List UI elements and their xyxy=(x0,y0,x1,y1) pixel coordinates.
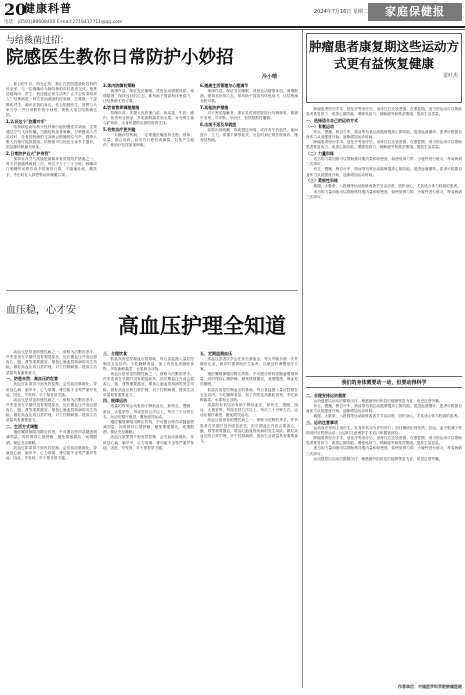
article1-paragraph: 一旦确诊结核病，一定要遵医嘱坚持全程、规律、足量、联合用药，切勿自行停药或减量，以免产生耐药，使治疗变得更加困难。 xyxy=(103,132,194,148)
article3-paragraph: 瑜伽、太极拳、八段锦等运动能够改善关节活动度，放松身心，尤其适合体力较弱的患者。 xyxy=(313,414,461,419)
article2-subhead: 二、生活方式调整 xyxy=(6,424,38,430)
article3-paragraph: 肿瘤患者经历手术、放化疗等治疗后，身体往往比较虚弱。在康复期，适当的运动可以帮助患者恢复体力、改善心肺功能、增强免疫力、缓解疲劳和焦虑情绪，提高生活质量。 xyxy=(306,140,462,150)
editor-contact: 电话：(0591)88608400 E-mail:2719417711@qq.com xyxy=(4,20,123,25)
article1-subhead: 7.其他防护措施 xyxy=(200,104,229,110)
column-divider xyxy=(302,30,303,688)
article3-subhead: 一、选择适合自己的运动方式 xyxy=(306,117,358,123)
issue-date: 2024年7月16日 星期二 xyxy=(314,9,368,15)
article3-lower-text xyxy=(306,392,462,682)
article1-paragraph: 如果出现咳嗽、咳痰超过两周，或伴有午后低热、夜间盗汗、乏力、体重下降等症状，应及时到正规医院就诊，排查结核病。 xyxy=(200,127,298,142)
article3-paragraph: 肿瘤患者经历手术、放化疗等治疗后，身体往往比较虚弱。在康复期，适当的运动可以帮助患者恢复体力、改善心肺功能、增强免疫力、缓解疲劳和焦虑情绪，提高生活质量。 xyxy=(306,107,462,117)
article1-paragraph: 对于密切接触者，建议及时到医院进行结核筛查，做到早发现、早诊断、早治疗，有效阻断传播链。 xyxy=(200,110,298,120)
article3-paragraph: 快走、慢跑、骑自行车、游泳等有氧运动能够提高心肺功能，促进血液循环。患者可根据自身体力从低强度开始，逐渐增加运动时间。 xyxy=(306,403,462,413)
article2-paragraph: 适量的有氧运动有助于降低血压，如快走、慢跑、游泳、太极拳等，每周坚持五次以上，每次三十分钟左右。运动应循序渐进，避免剧烈运动。 xyxy=(200,403,298,418)
article3-author-unit: 作者单位：中国医学科学院肿瘤医院 xyxy=(398,684,462,689)
article3-paragraph: 适当的力量训练可以帮助维持肌肉量和骨密度，如使用弹力带、小哑铃进行练习，每周两到三次即可。 xyxy=(306,446,462,456)
article2-column-2 xyxy=(103,350,194,685)
article2-paragraph: 高血压患者应学会在家自测血压，每天早晚各测一次并做好记录，就诊时提供给医生参考，以便及时调整治疗方案。 xyxy=(200,356,298,371)
article2-kicker: 血压稳，心才安 xyxy=(6,305,76,316)
article2-paragraph: 遵医嘱规律服用降压药物，不可擅自停药或随意增减剂量，同时保持心情舒畅，避免情绪激动，戒烟限酒，保证充足睡眠。 xyxy=(103,419,194,435)
article2-column-1 xyxy=(6,350,97,685)
article2-paragraph: 高血压是常见的慢性病之一，被称为沉默的杀手。许多患者在早期并没有明显症状，但长期血压升高会损害心、脑、肾等重要器官，增加心脑血管疾病的发生风险。做好高血压的日常护理，对于控制病情、提高生活质量具有重要意义。 xyxy=(200,418,298,444)
article2-paragraph: 低盐饮食是控制血压的基础，每日食盐摄入量应控制在五克以内。少吃腌制食品、加工肉类及高脂肪食物，多吃新鲜蔬菜、水果和全谷物。 xyxy=(200,387,298,402)
article2-subhead: 四、规律运动 xyxy=(103,398,127,404)
article3-headline: 肿瘤患者康复期这些运动方式更有益恢复健康 xyxy=(308,39,459,71)
article1-subhead: 1.认识这个"狡猾对手" xyxy=(6,118,47,124)
article2-paragraph: 遵医嘱规律服用降压药物，不可擅自停药或随意增减剂量，同时保持心情舒畅，避免情绪激动，戒烟限酒，保证充足睡眠。 xyxy=(6,430,97,445)
article3-paragraph: 快走、慢跑、骑自行车、游泳等有氧运动能够提高心肺功能，促进血液循环。患者可根据自身体力从低强度开始，逐渐增加运动时间。 xyxy=(306,167,462,177)
article2-headline: 高血压护理全知道 xyxy=(118,313,286,338)
article2-subhead: 五、定期监测血压 xyxy=(200,350,232,356)
article1-subhead: 3.体内防御有策略 xyxy=(103,82,136,88)
article3-byline: 雷叶杰 xyxy=(442,73,458,79)
article-separator xyxy=(6,290,298,291)
section-tag: 家庭保健报 xyxy=(368,3,462,21)
article2-paragraph: 高血压是常见的慢性病之一，被称为沉默的杀手。许多患者在早期并没有明显症状，但长期血压升高会损害心、脑、肾等重要器官，增加心脑血管疾病的发生风险。做好高血压的日常护理，对于控制病情、提高生活质量具有重要意义。 xyxy=(6,350,97,375)
article1-paragraph: 均衡饮食，多摄入优质蛋白质，如鸡蛋、牛奶、瘦肉、鱼类和豆制品，多吃新鲜蔬菜和水果，补充维生素与矿物质，为身体提供足够的营养支持。 xyxy=(103,110,194,125)
header-rule-thin xyxy=(0,29,465,30)
article2-paragraph: 遵医嘱规律服用降压药物，不可擅自停药或随意增减剂量，同时保持心情舒畅，避免情绪激动，戒烟限酒，保证充足睡眠。 xyxy=(200,372,298,387)
article3-subhead: （一）有氧运动 xyxy=(306,123,334,129)
article3-paragraph: 适当的力量训练可以帮助维持肌肉量和骨密度，如使用弹力带、小哑铃进行练习，每周两到三次即可。 xyxy=(306,157,462,167)
article2-paragraph: 高血压如果得不到有效控制，会引起动脉硬化，导致冠心病、脑卒中、心力衰竭、肾功能不全等严重并发症。因此，早发现、早干预非常关键。 xyxy=(6,382,97,397)
article2-subhead: 三、合理饮食 xyxy=(103,350,127,356)
article3-paragraph: 肿瘤患者经历手术、放化疗等治疗后，身体往往比较虚弱。在康复期，适当的运动可以帮助患者恢复体力、改善心肺功能、增强免疫力、缓解疲劳和焦虑情绪，提高生活质量。 xyxy=(306,436,462,446)
article3-subhead: 二、合理安排运动强度 xyxy=(306,392,346,398)
article3-headline-box xyxy=(306,33,462,103)
article1-byline: 冷小晴 xyxy=(262,74,278,80)
article3-paragraph: 快走、慢跑、骑自行车、游泳等有氧运动能够提高心肺功能，促进血液循环。患者可根据自身体力从低强度开始，逐渐增加运动时间。 xyxy=(306,129,462,140)
article3-paragraph: 运动强度以运动后微微出汗、稍感疲劳但休息后能够恢复为宜，切忌过度劳累。 xyxy=(313,398,443,403)
article2-paragraph: 高血压是常见的慢性病之一，被称为沉默的杀手。许多患者在早期并没有明显症状，但长期血压升高会损害心、脑、肾等重要器官，增加心脑血管疾病的发生风险。做好高血压的日常护理，对于控制病情、提高生活质量具有重要意义。 xyxy=(103,372,194,397)
article3-subhead: （二）力量训练 xyxy=(306,151,334,157)
article2-paragraph: 高血压是常见的慢性病之一，被称为沉默的杀手。许多患者在早期并没有明显症状，但长期血压升高会损害心、脑、肾等重要器官，增加心脑血管疾病的发生风险。做好高血压的日常护理，对于控制病情、提高生活质量具有重要意义。 xyxy=(6,397,97,423)
article1-subhead: 6.提高生活管理与心理调节 xyxy=(200,82,249,88)
article1-paragraph: 夏日的午后，阳光正热，我正在医院感染防控科的诊室里，与一位刚确诊为肺结核的年轻患者交谈。他焦虑地询问：医生，我还能正常生活吗？会不会传染给家人？结核病是一种古老而顽固的传染病，它就像一个狡猾的对手，潜伏在我们身边。作为院感医生，我想与大家分享一些日常防护的小妙招，帮助大家与结核菌过招。 xyxy=(6,82,97,117)
section-title: 健康科普 xyxy=(24,2,72,15)
article1-column-2 xyxy=(103,82,194,287)
article3-paragraph: 适当的力量训练可以帮助维持肌肉量和骨密度，如使用弹力带、小哑铃进行练习，每周两到三次即可。 xyxy=(306,189,462,199)
header-rule xyxy=(0,26,465,28)
article3-subhead: 三、运动注意事项 xyxy=(306,419,338,425)
article1-kicker: 与结核菌过招： xyxy=(6,36,70,46)
article1-subhead: 2.日常防护五大"护身符" xyxy=(6,151,51,157)
article1-subhead: 4.饮食营养调理措施 xyxy=(103,104,140,110)
article1-paragraph: 结核病是由结核分枝杆菌引起的慢性传染病，主要通过空气飞沫传播。当肺结核患者咳嗽、打喷嚏或大声说话时，含有结核菌的飞沫就会散播到空气中，健康人吸入后就可能被感染。结核菌可以侵犯全身多个器官，但以肺结核最为常见。 xyxy=(6,124,97,150)
article2-column-3 xyxy=(200,350,298,685)
page-number: 20 xyxy=(4,0,27,19)
article1-subhead: 5.有效治疗更关键 xyxy=(103,126,136,132)
article2-paragraph: 高血压如果得不到有效控制，会引起动脉硬化，导致冠心病、脑卒中、心力衰竭、肾功能不全等严重并发症。因此，早发现、早干预非常关键。 xyxy=(6,445,97,460)
article1-column-1 xyxy=(6,82,97,287)
article3-subhead: （三）柔韧性训练 xyxy=(306,178,338,184)
article1-paragraph: 保持室内空气流通是最简单有效的防护措施之一，每天开窗通风两到三次，每次不少于三十分钟。咳嗽或打喷嚏时用纸巾或手肘遮挡口鼻，不随地吐痰，勤洗手，外出时在人群密集场所佩戴口罩。 xyxy=(6,157,97,177)
article3-paragraph: 运动强度以运动后微微出汗、稍感疲劳但休息后能够恢复为宜，切忌过度劳累。 xyxy=(313,456,443,461)
article3-paragraph: 运动前应咨询主治医生，在身体状况允许时进行；治疗期间出现发热、贫血、血小板减少等情况时应暂停运动；运动时注意保护手术切口和置管部位。 xyxy=(306,425,462,435)
article1-headline: 院感医生教你日常防护小妙招 xyxy=(6,48,234,68)
article3-upper-text xyxy=(306,107,462,373)
article1-subhead: 8.出现不适及早就医 xyxy=(200,121,237,127)
article1-paragraph: 规律作息，保证充足睡眠，适度运动增强体质，戒烟限酒，保持良好的心态，都有助于提高机体免疫力，让结核菌无机可乘。 xyxy=(200,88,298,103)
article1-paragraph: 规律作息，保证充足睡眠，适度运动增强体质，戒烟限酒，保持良好的心态，都有助于提高机体免疫力，让结核菌无机可乘。 xyxy=(103,88,194,103)
article3-callout: 我们的身体需要动一动，但要动得科学 xyxy=(306,376,462,388)
article3-paragraph: 瑜伽、太极拳、八段锦等运动能够改善关节活动度，放松身心，尤其适合体力较弱的患者。 xyxy=(313,184,461,189)
article1-column-3 xyxy=(200,82,298,287)
article2-paragraph: 低盐饮食是控制血压的基础，每日食盐摄入量应控制在五克以内。少吃腌制食品、加工肉类及高脂肪食物，多吃新鲜蔬菜、水果和全谷物。 xyxy=(103,356,194,371)
article2-paragraph: 高血压如果得不到有效控制，会引起动脉硬化，导致冠心病、脑卒中、心力衰竭、肾功能不全等严重并发症。因此，早发现、早干预非常关键。 xyxy=(103,435,194,450)
article2-paragraph: 适量的有氧运动有助于降低血压，如快走、慢跑、游泳、太极拳等，每周坚持五次以上，每次三十分钟左右。运动应循序渐进，避免剧烈运动。 xyxy=(103,404,194,419)
article2-subhead: 一、防患未然：高血压的危害 xyxy=(6,376,58,382)
